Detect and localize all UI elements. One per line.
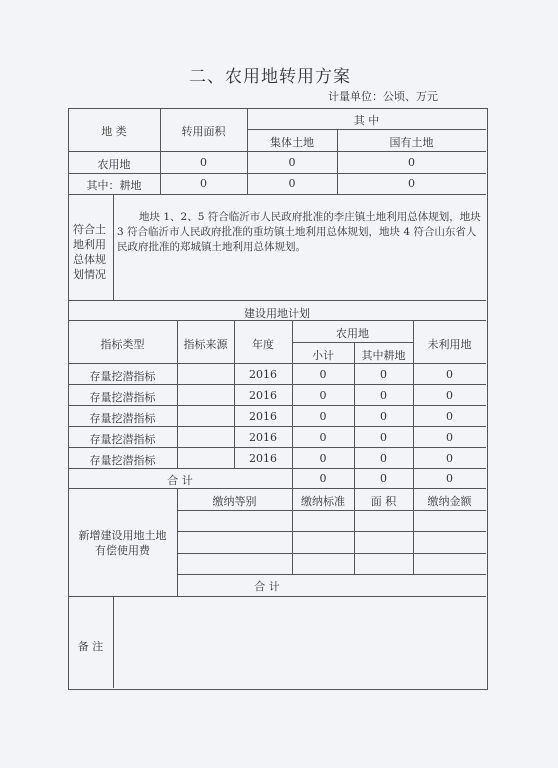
header-among: 其 中 [353,114,380,127]
divider [177,531,486,532]
divider [68,384,486,385]
row-type: 存量挖潜指标 [89,433,156,446]
divider [68,300,486,301]
header-converted-area: 转用面积 [181,125,226,138]
total-unused: 0 [446,472,453,485]
divider [68,363,486,364]
divider [68,320,486,321]
row-collective: 0 [288,177,296,190]
row-year: 2016 [249,389,277,402]
divider [68,488,486,489]
row-label: 农用地 [97,158,131,171]
row-year: 2016 [249,368,277,381]
header-state: 国有土地 [389,136,434,149]
divider [68,151,486,152]
row-area: 0 [200,177,207,190]
divider [177,510,486,511]
row-type: 存量挖潜指标 [89,454,156,467]
fee-total-label: 合 计 [254,580,280,593]
divider [68,173,486,174]
plan-label-line: 地利用 [73,238,106,251]
row-unused: 0 [446,389,453,402]
row-type: 存量挖潜指标 [89,391,156,404]
header-unused: 未利用地 [427,338,472,351]
row-arable: 0 [380,410,387,423]
total-subtotal: 0 [319,472,327,485]
header-land-type: 地 类 [101,125,127,138]
row-year: 2016 [249,410,277,423]
plan-label [73,222,113,282]
fee-label-line: 有偿使用费 [95,544,150,557]
divider [292,342,413,343]
header-fee-amount: 缴纳金额 [427,495,472,508]
row-arable: 0 [380,368,387,381]
divider [68,468,486,469]
divider [247,129,486,130]
header-indicator-type: 指标类型 [100,338,145,351]
plan-text: 地块 1、2、5 符合临沂市人民政府批准的李庄镇土地利用总体规划，地块 3 符合临沂市人民政府批准的重坊镇土地利用总体规划，地块 4 符合山东省人民政府批准的郑城镇土地利用总体规划。 [117,211,481,253]
row-state: 0 [408,177,415,190]
plan-label-line: 划情况 [73,268,106,281]
header-year: 年度 [252,338,274,351]
row-year: 2016 [249,452,277,465]
divider [68,596,486,597]
page-title: 二、农用地转用方案 [189,67,351,87]
row-area: 0 [200,156,207,169]
divider [177,553,486,554]
fee-label [68,528,177,558]
divider [113,596,114,688]
remarks-label: 备 注 [77,640,104,653]
row-label: 其中：耕地 [86,179,142,192]
construction-total-label: 合 计 [167,474,193,487]
row-year: 2016 [249,431,277,444]
divider [113,194,114,300]
row-subtotal: 0 [319,410,327,423]
header-arable: 其中耕地 [361,349,406,362]
header-collective: 集体土地 [270,136,314,149]
row-arable: 0 [380,452,387,465]
plan-label-line: 总体规 [73,253,106,266]
row-unused: 0 [446,452,453,465]
header-fee-standard: 缴纳标准 [301,495,345,508]
header-fee-area: 面 积 [370,495,397,508]
row-type: 存量挖潜指标 [89,412,156,425]
unit-note: 计量单位：公顷、万元 [328,90,438,103]
row-type: 存量挖潜指标 [89,370,156,383]
row-unused: 0 [446,431,453,444]
row-unused: 0 [446,368,453,381]
row-subtotal: 0 [319,452,327,465]
divider [68,447,486,448]
divider [68,405,486,406]
header-indicator-source: 指标来源 [183,338,228,351]
total-arable: 0 [380,472,387,485]
row-state: 0 [408,156,415,169]
divider [68,426,486,427]
row-subtotal: 0 [319,368,327,381]
row-arable: 0 [380,389,387,402]
plan-label-line: 符合土 [73,223,106,236]
divider [68,194,486,195]
row-subtotal: 0 [319,431,327,444]
construction-section-title: 建设用地计划 [244,307,310,320]
row-subtotal: 0 [319,389,327,402]
divider [177,574,486,575]
header-subtotal: 小计 [312,349,334,362]
row-collective: 0 [288,156,296,169]
row-unused: 0 [446,410,453,423]
fee-label-line: 新增建设用地土地 [78,529,167,542]
row-arable: 0 [380,431,387,444]
header-farmland: 农用地 [336,327,369,340]
header-fee-grade: 缴纳等别 [212,495,257,508]
